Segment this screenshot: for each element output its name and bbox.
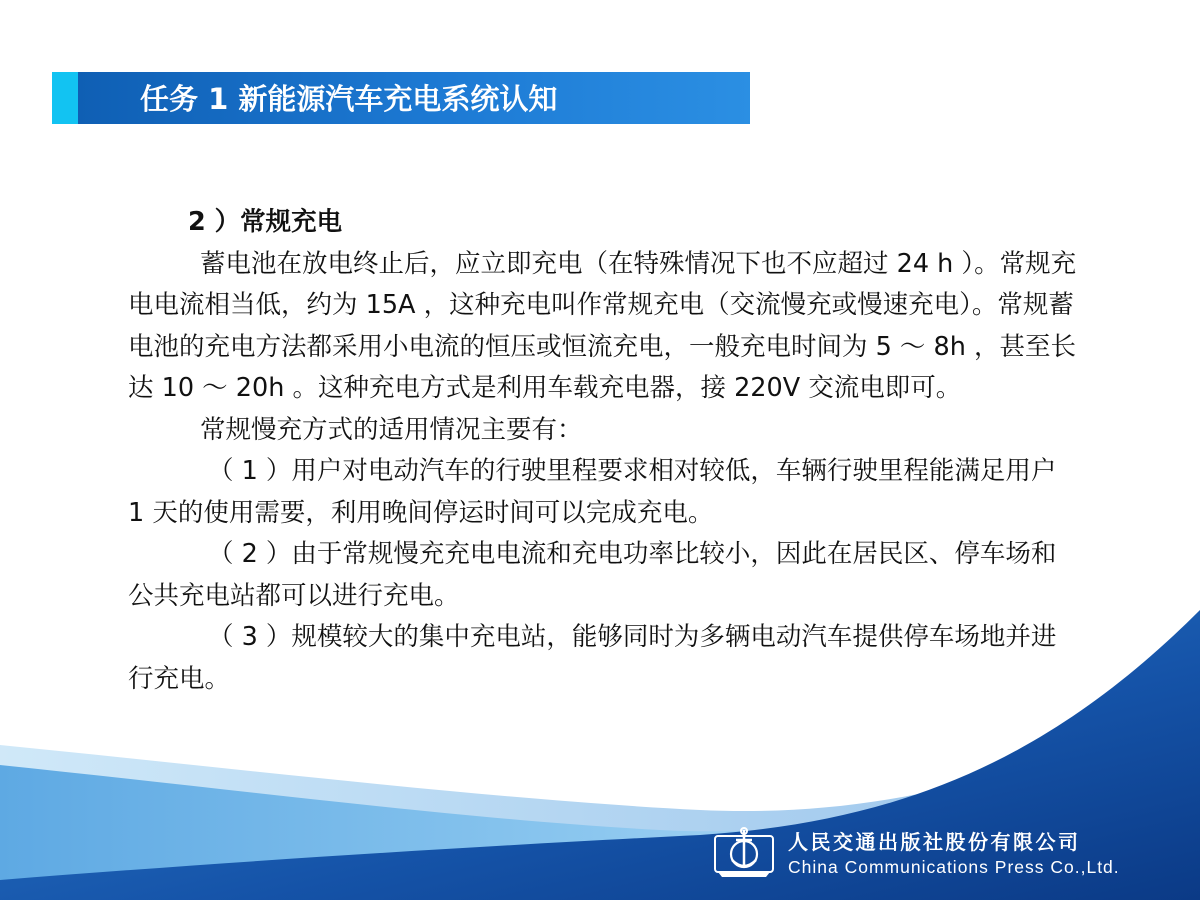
page-title: 任务 1 新能源汽车充电系统认知: [140, 82, 558, 116]
list-item-1: （ 1 ）用户对电动汽车的行驶里程要求相对较低，车辆行驶里程能满足用户 1 天的使用需要，利用晚间停运时间可以完成充电。: [128, 456, 1057, 528]
title-bar: [52, 72, 750, 124]
publisher-name-en: China Communications Press Co.,Ltd.: [788, 857, 1120, 877]
list-item-3: （ 3 ）规模较大的集中充电站，能够同时为多辆电动汽车提供停车场地并进行充电。: [128, 622, 1057, 694]
publisher-name-cn: 人民交通出版社股份有限公司: [788, 830, 1081, 854]
main-content: [128, 202, 1078, 700]
list-item-2: （ 2 ）由于常规慢充充电电流和充电功率比较小，因此在居民区、停车场和公共充电站都可以进行充电。: [128, 539, 1057, 611]
paragraph-applicable: 常规慢充方式的适用情况主要有：: [200, 414, 583, 445]
anchor-emblem-icon: [714, 826, 774, 878]
paragraph-intro: 蓄电池在放电终止后，应立即充电（在特殊情况下也不应超过 24 h ）。常规充电电流相当低，约为 15A ，这种充电叫作常规充电（交流慢充或慢速充电）。常规蓄电池的充电方法都采用小电流的恒压或恒流充电，一般充电时间为 5 ～ 8h ，甚至长达 10 ～ 20h 。这种充电方式是利用车载充电器，接 220V 交流电即可。: [128, 248, 1077, 403]
title-accent-stripe: [52, 72, 78, 124]
section-heading: 2 ）常规充电: [188, 207, 343, 237]
